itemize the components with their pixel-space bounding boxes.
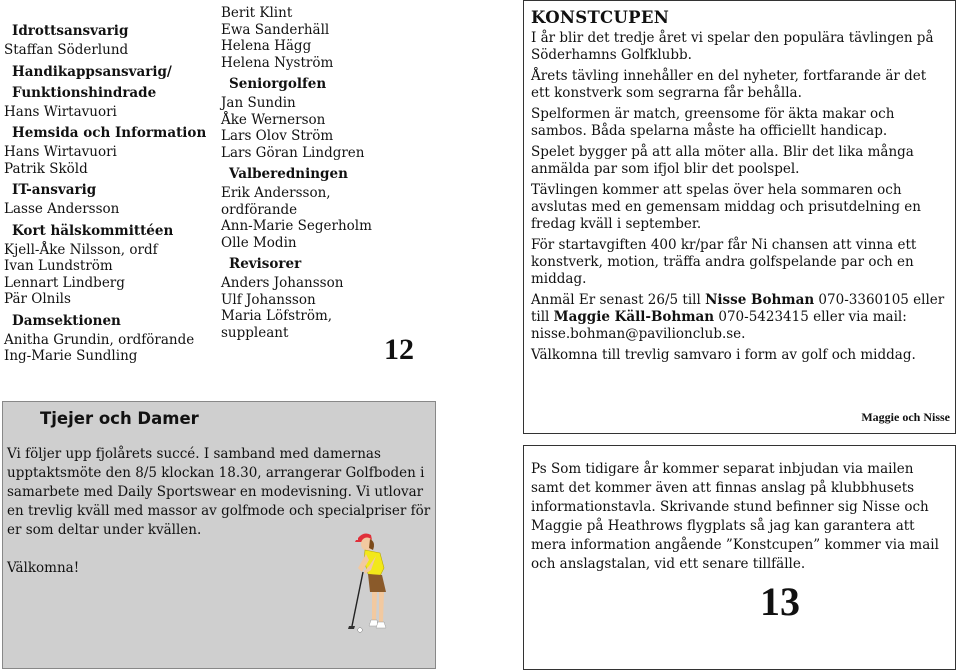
konstcupen-paragraph: Spelet bygger på att alla möter alla. Blir det lika många anmälda par som ifjol blir det poolspel. [531, 144, 914, 177]
ps-text: Ps Som tidigare år kommer separat inbjudan via mailen samt det kommer även att finnas anslag på klubbhusets informationstavla. Skrivande stund befinner sig Nisse och Maggie på Heathrows flygplats så jag kan garantera att mera information angående ”Konstcupen” kommer via mail och anslagstalan, vid ett senare tillfälle. [531, 461, 939, 572]
ps-box [523, 445, 956, 670]
middle-column-name: Ewa Sanderhäll [221, 21, 330, 38]
left-column-name: Kjell-Åke Nilsson, ordf [4, 241, 158, 258]
middle-column-name: Maria Löfström, [221, 308, 333, 324]
left-column-heading: IT-ansvarig [12, 182, 97, 198]
left-column-heading: Idrottsansvarig [12, 23, 129, 39]
left-column-name: Ivan Lundström [4, 258, 113, 274]
middle-column-name: Erik Andersson, ordförande [221, 185, 331, 218]
tjejer-paragraph: Vi följer upp fjolårets succé. I samband med damernas upptaktsmöte den 8/5 klockan 18.30, arrangerar Golfboden i samarbete med Daily Sportswear en modevisning. Vi utlovar en trevlig kväll med massor av golfmode och specialpriser för er som deltar under kvällen. [7, 446, 431, 538]
left-column-heading: Kort hälskommittéen [12, 222, 174, 239]
konstcupen-paragraph: Spelformen är match, greensome för äkta makar och sambos. Båda spelarna måste ha officiellt handicap. [531, 106, 895, 139]
konstcupen-registration [531, 292, 949, 343]
tjejer-title: Tjejer och Damer [40, 409, 199, 428]
middle-column-name: Ulf Johansson [221, 291, 316, 308]
left-column-name: Staffan Söderlund [4, 42, 129, 58]
left-column-name: Hans Wirtavuori [4, 144, 117, 160]
registration-text: 070-5423415 eller via mail: nisse.bohman@pavilionclub.se. [531, 309, 907, 342]
left-column-name: Patrik Sköld [4, 160, 88, 177]
contact-name-maggie: Maggie Käll-Bohman [553, 309, 715, 325]
middle-column-name: Jan Sundin [221, 95, 296, 111]
left-column-name: Lasse Andersson [4, 201, 120, 217]
golfer-illustration [336, 530, 406, 638]
left-column-heading: Handikappsansvarig/ [12, 63, 172, 80]
konstcupen-paragraph: I år blir det tredje året vi spelar den populära tävlingen på Söderhamns Golfklubb. [531, 30, 934, 63]
contact-name-nisse: Nisse Bohman [705, 292, 815, 308]
konstcupen-paragraph: För startavgiften 400 kr/par får Ni chansen att vinna ett konstverk, motion, träffa andra golfspelande par och en middag. [531, 237, 917, 287]
left-column-heading: Damsektionen [12, 312, 121, 329]
tjejer-box [2, 401, 436, 669]
tjejer-body [7, 445, 435, 540]
middle-column-name: Berit Klint [221, 5, 293, 21]
konstcupen-paragraph: Tävlingen kommer att spelas över hela sommaren och avslutas med en gemensam middag och prisutdelning en fredag kväll i september. [531, 182, 921, 232]
middle-column-heading: Seniorgolfen [229, 76, 327, 92]
left-column-name: Ing-Marie Sundling [4, 348, 138, 364]
middle-column [221, 5, 406, 341]
konstcupen-paragraph: Välkomna till trevlig samvaro i form av golf och middag. [531, 347, 916, 363]
left-column-heading: Hemsida och Information [12, 125, 207, 141]
page-number-left: 12 [384, 333, 414, 366]
konstcupen-title: KONSTCUPEN [531, 8, 670, 27]
left-column-name: Pär Olnils [4, 291, 71, 307]
middle-column-name: Anders Johansson [221, 275, 344, 291]
left-column-heading: Funktionshindrade [12, 84, 157, 101]
left-column-name: Anitha Grundin, ordförande [4, 331, 195, 348]
middle-column-name: Olle Modin [221, 234, 297, 251]
middle-column-name: Lars Göran Lindgren [221, 144, 365, 161]
registration-text: 070-3360105 eller till [531, 292, 945, 325]
middle-column-heading: Revisorer [229, 256, 302, 272]
left-column [4, 18, 209, 365]
konstcupen-signature: Maggie och Nisse [861, 410, 950, 424]
middle-column-heading: Valberedningen [229, 166, 348, 182]
middle-column-name: Åke Wernerson [221, 111, 326, 128]
konstcupen-box [523, 0, 956, 434]
left-column-name: Lennart Lindberg [4, 274, 125, 291]
tjejer-welcome: Välkomna! [7, 560, 80, 576]
left-column-name: Hans Wirtavuori [4, 103, 117, 120]
registration-text: Anmäl Er senast 26/5 till [531, 292, 706, 308]
middle-column-name: Lars Olov Ström [221, 128, 334, 144]
page-number-right: 13 [760, 579, 800, 624]
middle-column-name: Helena Hägg [221, 38, 312, 54]
middle-column-name: Ann-Marie Segerholm [221, 218, 372, 234]
middle-column-name: suppleant [221, 324, 289, 341]
middle-column-name: Helena Nyström [221, 54, 334, 71]
konstcupen-paragraph: Årets tävling innehåller en del nyheter, fortfarande är det ett konstverk som segrarna får behålla. [531, 68, 927, 101]
